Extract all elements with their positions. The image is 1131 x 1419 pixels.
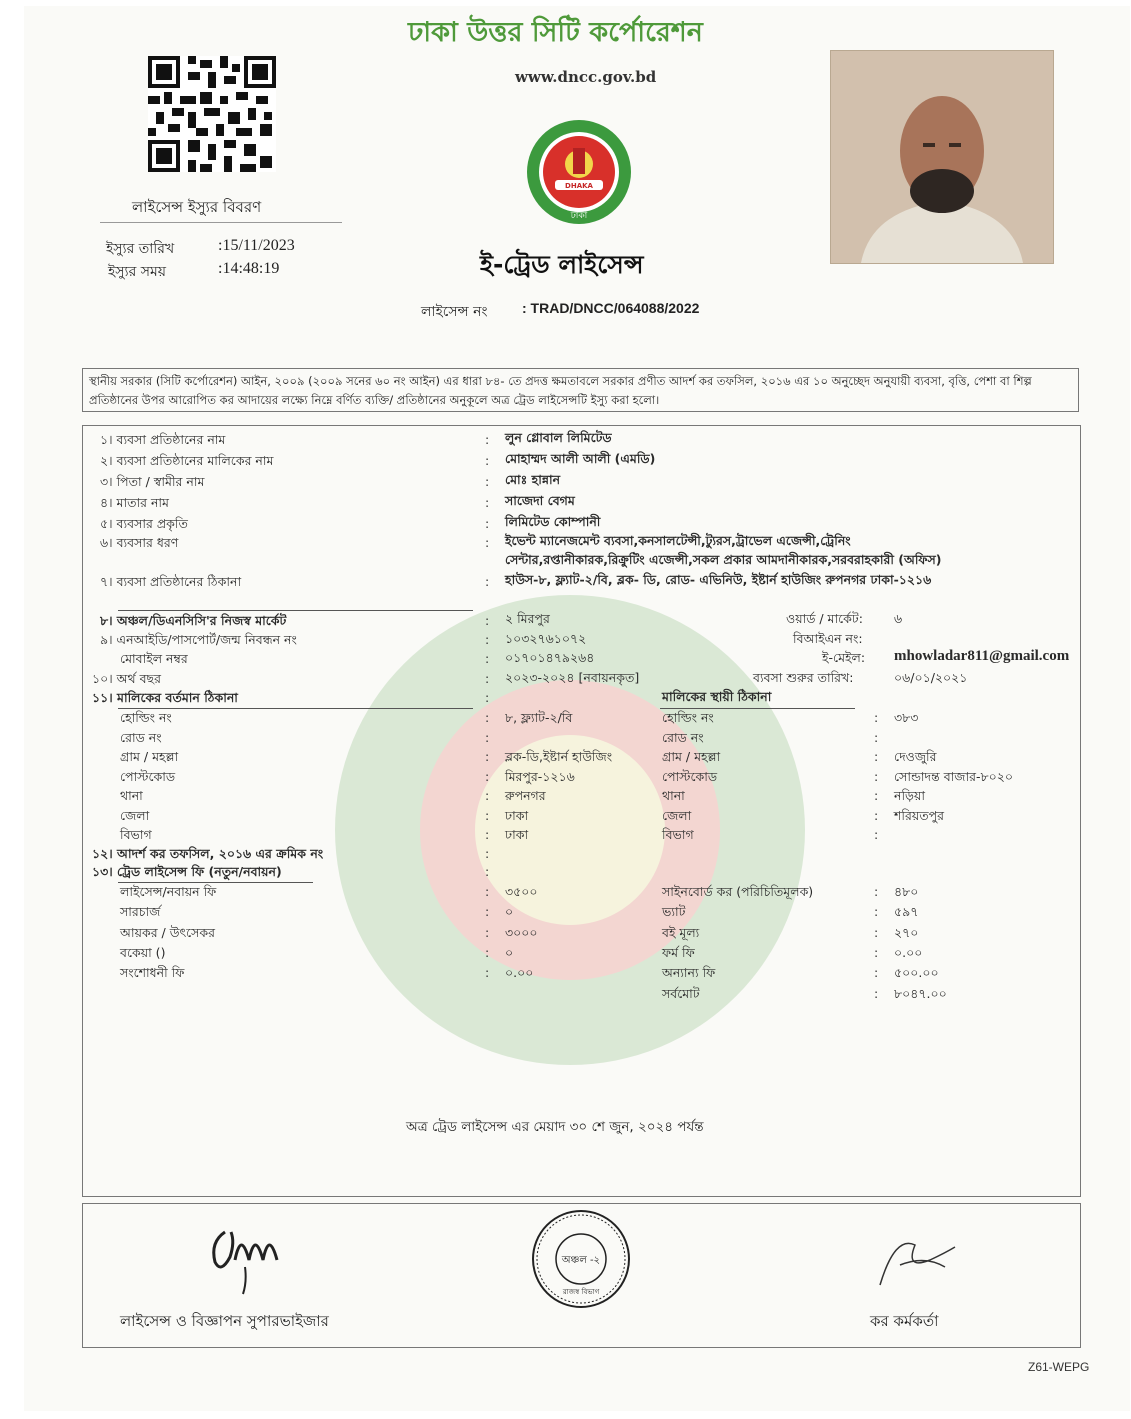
fee-label-right: বই মূল্য <box>662 924 700 940</box>
colon: : <box>485 807 490 823</box>
dncc-seal-logo <box>525 118 633 226</box>
field-4-label: ৪। মাতার নাম <box>100 495 170 510</box>
father-name: মোঃ হান্নান <box>505 472 561 487</box>
stamp-bottom-text: রাজস্ব বিভাগ <box>562 1288 600 1296</box>
current-address-value: ঢাকা <box>505 807 529 823</box>
organization-name: ঢাকা উত্তর সিটি কর্পোরেশন <box>408 17 703 48</box>
colon: : <box>485 690 490 705</box>
colon: : <box>485 474 490 489</box>
colon: : <box>874 904 879 920</box>
field-13-label: ১৩। ট্রেড লাইসেন্স ফি (নতুন/নবায়ন) <box>92 864 282 879</box>
permanent-address-label-item: থানা <box>662 788 685 803</box>
field-2-label: ২। ব্যবসা প্রতিষ্ঠানের মালিকের নাম <box>100 453 274 468</box>
colon: : <box>485 495 490 510</box>
colon: : <box>874 788 879 803</box>
owner-name: মোহাম্মদ আলী আলী (এমডি) <box>505 451 656 466</box>
issue-time-label: ইস্যুর সময় <box>108 264 167 280</box>
permanent-address-label: মালিকের স্থায়ী ঠিকানা <box>662 689 772 704</box>
colon: : <box>485 788 490 803</box>
colon: : <box>874 749 879 764</box>
business-type-line1: ইভেন্ট ম্যানেজমেন্ট ব্যবসা,কনসালটেন্সী,ট্যুরস,ট্রাভেল এজেন্সী,ট্রেনিং <box>505 533 851 548</box>
colon: : <box>485 710 490 725</box>
colon: : <box>485 516 490 531</box>
fee-label: আয়কর / উৎসেকর <box>120 924 216 940</box>
seal-center-text: DHAKA <box>565 182 593 190</box>
fee-label: সংশোধনী ফি <box>120 965 185 981</box>
fee-value: ০ <box>505 904 514 920</box>
fee-value-right: ৫৯৭ <box>894 904 919 920</box>
seal-bottom-text: ঢাকা <box>570 211 588 221</box>
tax-officer-signature <box>875 1225 960 1295</box>
revenue-stamp <box>530 1208 632 1310</box>
fee-label-right: ভ্যাট <box>662 904 686 920</box>
fee-value-right: ৫০০.০০ <box>894 965 939 981</box>
fee-value: ০.০০ <box>505 965 534 981</box>
document-code: Z61-WEPG <box>1028 1360 1090 1374</box>
permanent-address-label-item: গ্রাম / মহল্লা <box>662 749 721 764</box>
permanent-address-label-item: হোল্ডিং নং <box>662 710 714 725</box>
intro-paragraph: স্থানীয় সরকার (সিটি কর্পোরেশন) আইন, ২০০৯ (২০০৯ সনের ৬০ নং আইন) এর ধারা ৮৪- তে প্রদত্ত ক্ষমতাবলে সরকার প্রণীত আদর্শ কর তফসিল, ২০১৬ এর ১০ অনুচ্ছেদ অনুযায়ী ব্যবসা, বৃত্তি, পেশা বা শিল্প প্রতিষ্ঠানের উপর আরোপিত কর আদায়ের লক্ষ্যে নিম্নে বর্ণিত ব্যক্তি/ প্রতিষ্ঠানের অনুকূলে অত্র ট্রেড লাইসেন্সটি ইস্যু করা হলো। <box>82 368 1079 412</box>
field-1-label: ১। ব্যবসা প্রতিষ্ঠানের নাম <box>100 432 226 447</box>
permanent-address-value: ৩৮৩ <box>894 710 919 725</box>
colon: : <box>485 827 490 842</box>
ward-value: ৬ <box>894 611 903 626</box>
current-address-label: থানা <box>120 788 143 803</box>
license-validity: অত্র ট্রেড লাইসেন্স এর মেয়াদ ৩০ শে জুন, ২০২৪ পর্যন্ত <box>406 1119 704 1135</box>
permanent-address-label-item: রোড নং <box>662 729 704 745</box>
mother-name: সাজেদা বেগম <box>505 493 575 508</box>
permanent-address-label-item: পোস্টকোড <box>662 768 718 784</box>
fee-label-right: ফর্ম ফি <box>662 944 695 960</box>
qr-code[interactable] <box>148 56 276 172</box>
current-address-label: জেলা <box>120 807 150 823</box>
permanent-address-value: দেওজুরি <box>894 749 937 764</box>
fee-value: ৩৫০০ <box>505 884 538 899</box>
supervisor-signature <box>205 1212 290 1297</box>
tax-officer-title: কর কর্মকর্তা <box>870 1312 939 1330</box>
colon: : <box>874 965 879 981</box>
current-address-value: মিরপুর-১২১৬ <box>505 768 575 784</box>
field-3-label: ৩। পিতা / স্বামীর নাম <box>100 474 205 489</box>
colon: : <box>485 632 490 647</box>
zone-market: ২ মিরপুর <box>505 611 550 626</box>
nid-number: ১০৩২৭৬১০৭২ <box>505 631 587 646</box>
email-label: ই-মেইল: <box>822 650 866 665</box>
colon: : <box>485 651 490 666</box>
license-number: : TRAD/DNCC/064088/2022 <box>522 300 700 316</box>
colon: : <box>485 535 490 550</box>
bin-label: বিআইএন নং: <box>793 631 863 646</box>
field-7-label: ৭। ব্যবসা প্রতিষ্ঠানের ঠিকানা <box>100 574 242 589</box>
field-5-label: ৫। ব্যবসার প্রকৃতি <box>100 516 188 531</box>
fee-value-right: ৪৮০ <box>894 884 919 899</box>
email-value[interactable]: mhowladar811@gmail.com <box>894 648 1070 664</box>
colon: : <box>874 985 879 1001</box>
fee-value-right: ০.০০ <box>894 944 923 960</box>
fee-value: ০ <box>505 944 514 960</box>
issue-date: :15/11/2023 <box>218 237 295 254</box>
fee-label: বকেয়া () <box>120 944 166 960</box>
field-10-label: ১০। অর্থ বছর <box>92 671 161 686</box>
current-address-label: পোস্টকোড <box>120 768 176 784</box>
start-date-label: ব্যবসা শুরুর তারিখ: <box>753 670 854 685</box>
issue-date-label: ইস্যুর তারিখ <box>106 241 175 257</box>
colon: : <box>485 432 490 447</box>
colon: : <box>874 807 879 823</box>
colon: : <box>874 827 879 842</box>
fee-value-right: ২৭০ <box>894 924 919 940</box>
current-address-value: রুপনগর <box>505 788 546 803</box>
fee-label-right: সর্বমোট <box>662 985 700 1001</box>
current-address-label: হোল্ডিং নং <box>120 710 172 725</box>
issue-divider <box>100 222 342 223</box>
permanent-address-value: নড়িয়া <box>894 788 925 803</box>
field-6-label: ৬। ব্যবসার ধরণ <box>100 535 179 550</box>
document-title: ই-ট্রেড লাইসেন্স <box>480 250 644 279</box>
issue-details-title: লাইসেন্স ইস্যুর বিবরণ <box>132 198 262 216</box>
current-address-value: ঢাকা <box>505 827 529 842</box>
field-12-label: ১২। আদর্শ কর তফসিল, ২০১৬ এর ক্রমিক নং <box>92 846 324 861</box>
colon: : <box>485 924 490 940</box>
supervisor-title: লাইসেন্স ও বিজ্ঞাপন সুপারভাইজার <box>120 1312 329 1330</box>
business-name: লুন গ্লোবাল লিমিটেড <box>505 430 612 445</box>
colon: : <box>485 965 490 981</box>
owner-photo-image <box>831 51 1053 263</box>
colon: : <box>874 710 879 725</box>
colon: : <box>874 729 879 745</box>
current-address-value: ব্লক-ডি,ইষ্টার্ন হাউজিং <box>505 749 613 764</box>
permanent-address-label-item: জেলা <box>662 807 692 823</box>
colon: : <box>485 768 490 784</box>
issue-time: :14:48:19 <box>218 260 280 277</box>
license-number-label: লাইসেন্স নং <box>421 304 488 320</box>
mobile-label: মোবাইল নম্বর <box>120 651 188 666</box>
colon: : <box>874 768 879 784</box>
fee-value-right: ৮০৪৭.০০ <box>894 985 947 1001</box>
colon: : <box>485 613 490 628</box>
fiscal-year: ২০২৩-২০২৪ [নবায়নকৃত] <box>505 670 640 685</box>
current-address-value: ৮, ফ্ল্যাট-২/বি <box>505 710 573 725</box>
current-address-label: গ্রাম / মহল্লা <box>120 749 179 764</box>
business-type-line2: সেন্টার,রপ্তানীকারক,রিক্রুটিং এজেন্সী,সকল প্রকার আমদানীকারক,সরবরাহকারী (অফিস) <box>505 552 942 567</box>
permanent-address-value: শরিয়তপুর <box>894 807 944 823</box>
owner-photo <box>830 50 1054 264</box>
colon: : <box>485 904 490 920</box>
permanent-address-value: সোন্ডাদন্ত বাজার-৮০২০ <box>894 768 1013 784</box>
fee-value: ৩০০০ <box>505 924 538 940</box>
stamp-center-text: অঞ্চল -২ <box>561 1255 601 1266</box>
fee-label: সারচার্জ <box>120 904 161 920</box>
colon: : <box>485 864 490 879</box>
colon: : <box>485 671 490 686</box>
business-nature: লিমিটেড কোম্পানী <box>505 514 601 529</box>
current-address-label: বিভাগ <box>120 827 152 842</box>
ward-label: ওয়ার্ড / মার্কেট: <box>786 611 863 626</box>
colon: : <box>874 924 879 940</box>
colon: : <box>485 884 490 899</box>
colon: : <box>485 846 490 861</box>
fee-label-right: সাইনবোর্ড কর (পরিচিতিমূলক) <box>662 884 814 899</box>
current-address-label: রোড নং <box>120 729 162 745</box>
field-9-label: ৯। এনআইডি/পাসপোর্ট/জন্ম নিবন্ধন নং <box>100 632 297 647</box>
mobile-number: ০১৭০১৪৭৯২৬৪ <box>505 650 595 665</box>
website-link[interactable]: www.dncc.gov.bd <box>515 68 657 86</box>
colon: : <box>485 749 490 764</box>
fee-label-right: অন্যান্য ফি <box>662 965 716 981</box>
divider <box>118 610 473 611</box>
permanent-address-label-item: বিভাগ <box>662 827 694 842</box>
colon: : <box>485 453 490 468</box>
colon: : <box>874 944 879 960</box>
colon: : <box>485 944 490 960</box>
fee-label: লাইসেন্স/নবায়ন ফি <box>120 884 217 899</box>
start-date: ০৬/০১/২০২১ <box>894 670 968 685</box>
field-8-label: ৮। অঞ্চল/ডিএনসিসি'র নিজস্ব মার্কেট <box>100 613 287 628</box>
colon: : <box>874 884 879 899</box>
business-address: হাউস-৮, ফ্ল্যাট-২/বি, ব্লক- ডি, রোড- এভিনিউ, ইষ্টার্ন হাউজিং রুপনগর ঢাকা-১২১৬ <box>505 572 932 587</box>
field-11-label: ১১। মালিকের বর্তমান ঠিকানা <box>92 690 238 705</box>
colon: : <box>485 729 490 745</box>
colon: : <box>485 574 490 589</box>
